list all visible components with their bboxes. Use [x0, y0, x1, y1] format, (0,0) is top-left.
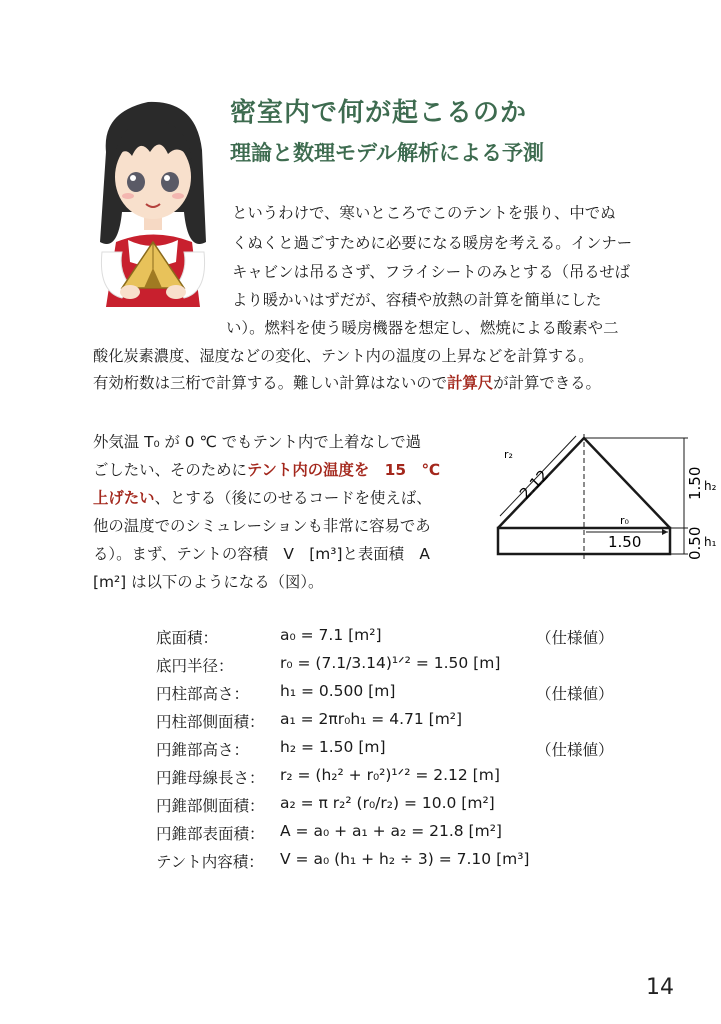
spec-label: 底面積：	[156, 629, 219, 647]
intro-line-3: キャビンは吊るさず、フライシートのみとする（吊るせば	[232, 263, 631, 281]
intro-line-6: 酸化炭素濃度、湿度などの変化、テント内の温度の上昇などを計算する。	[93, 347, 594, 365]
spec-label: テント内容積：	[156, 853, 264, 871]
spec-label: 円錐母線長さ：	[156, 769, 265, 787]
page-subtitle: 理論と数理モデル解析による予測	[230, 141, 544, 165]
spec-formula: h₂ = 1.50 [m]	[280, 738, 386, 756]
slant-length-label: 2.12	[515, 466, 553, 503]
radius-value: 1.50	[608, 533, 642, 551]
intro-last-before: 有効桁数は三桁で計算する。難しい計算はないので	[93, 374, 447, 392]
spec-label: 円柱部側面積：	[156, 713, 265, 731]
intro-line-7	[93, 370, 601, 397]
intro-line-4: より暖かいはずだが、容積や放熱の計算を簡単にした	[232, 291, 602, 309]
h1-label: h₁	[704, 535, 717, 549]
spec-note: （仕様値）	[536, 629, 614, 647]
section-line-3-after: 、とする（後にのせるコードを使えば、	[154, 489, 432, 507]
spec-note: （仕様値）	[536, 741, 614, 759]
page-title: 密室内で何が起こるのか	[230, 98, 528, 128]
raise-highlight: 上げたい	[93, 489, 155, 507]
spec-label: 円錐部側面積：	[156, 797, 265, 815]
intro-line-1: というわけで、寒いところでこのテントを張り、中でぬ	[232, 204, 616, 222]
spec-formula: a₁ = 2πr₀h₁ = 4.71 [m²]	[280, 710, 463, 728]
spec-formula: r₂ = (h₂² + r₀²)¹ᐟ² = 2.12 [m]	[280, 766, 500, 784]
section-line-6: [m²] は以下のようになる（図）。	[93, 573, 324, 591]
character-illustration	[88, 92, 218, 307]
spec-formula: A = a₀ + a₁ + a₂ = 21.8 [m²]	[280, 822, 502, 840]
section-line-3	[93, 486, 432, 508]
tent-diagram	[488, 428, 720, 568]
spec-label: 円錐部表面積：	[156, 825, 265, 843]
section-line-2-before: ごしたい、そのために	[93, 461, 247, 479]
spec-formula: a₀ = 7.1 [m²]	[280, 626, 382, 644]
section-line-4: 他の温度でのシミュレーションも非常に容易であ	[93, 517, 431, 535]
spec-formula: h₁ = 0.500 [m]	[280, 682, 396, 700]
temperature-goal-highlight: テント内の温度を 15 ℃	[246, 461, 441, 479]
r2-label: r₂	[504, 448, 513, 461]
page-number: 14	[646, 975, 674, 1000]
h2-value: 1.50	[686, 466, 704, 500]
r0-label: r₀	[620, 514, 629, 527]
spec-formula: V = a₀ (h₁ + h₂ ÷ 3) = 7.10 [m³]	[280, 850, 530, 868]
h2-label: h₂	[704, 479, 717, 493]
section-line-1: 外気温 T₀ が 0 ℃ でもテント内で上着なしで過	[93, 433, 421, 451]
spec-label: 底円半径：	[156, 657, 234, 675]
intro-last-after: が計算できる。	[493, 374, 601, 392]
section-line-5: る）。まず、テントの容積 V [m³]と表面積 A	[93, 545, 430, 563]
intro-line-2: くぬくと過ごすために必要になる暖房を考える。インナー	[232, 234, 633, 252]
h1-value: 0.50	[686, 526, 704, 560]
spec-formula: a₂ = π r₂² (r₀/r₂) = 10.0 [m²]	[280, 794, 495, 812]
spec-note: （仕様値）	[536, 685, 614, 703]
intro-line-5: い）。燃料を使う暖房機器を想定し、燃焼による酸素や二	[226, 319, 619, 337]
slide-rule-highlight: 計算尺	[447, 374, 494, 392]
spec-label: 円柱部高さ：	[156, 685, 250, 703]
section-line-2	[93, 458, 440, 480]
spec-formula: r₀ = (7.1/3.14)¹ᐟ² = 1.50 [m]	[280, 654, 501, 672]
spec-label: 円錐部高さ：	[156, 741, 250, 759]
